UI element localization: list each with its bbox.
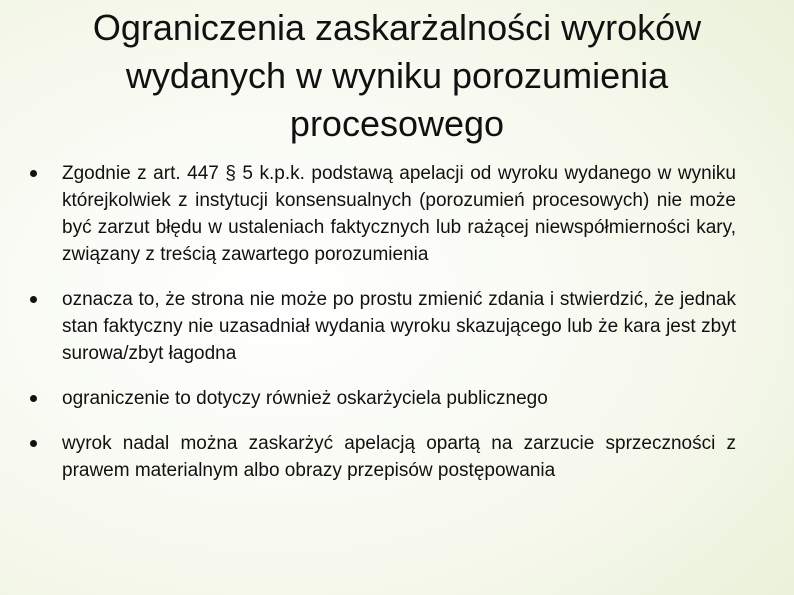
bullet-dot-icon xyxy=(30,440,37,447)
bullet-item xyxy=(30,160,736,268)
bullet-list xyxy=(30,160,736,502)
bullet-text: Zgodnie z art. 447 § 5 k.p.k. podstawą apelacji od wyroku wydanego w wyniku którejkolwiek z instytucji konsensualnych (porozumień procesowych) nie może być zarzut błędu w ustaleniach faktycznych lub rażącej niewspółmierności kary, związany z treścią zawartego porozumienia xyxy=(62,163,736,265)
bullet-dot-icon xyxy=(30,170,37,177)
bullet-text: oznacza to, że strona nie może po prostu zmienić zdania i stwierdzić, że jednak stan faktyczny nie uzasadniał wydania wyroku skazującego lub że kara jest zbyt surowa/zbyt łagodna xyxy=(62,289,736,364)
bullet-dot-icon xyxy=(30,296,37,303)
slide-title: Ograniczenia zaskarżalności wyroków wydanych w wyniku porozumienia procesowego xyxy=(92,7,702,144)
bullet-item xyxy=(30,385,736,412)
bullet-item xyxy=(30,286,736,367)
bullet-text: wyrok nadal można zaskarżyć apelacją opartą na zarzucie sprzeczności z prawem materialnym albo obrazy przepisów postępowania xyxy=(62,433,736,481)
bullet-text: ograniczenie to dotyczy również oskarżyciela publicznego xyxy=(62,388,548,409)
bullet-item xyxy=(30,430,736,484)
bullet-dot-icon xyxy=(30,395,37,402)
